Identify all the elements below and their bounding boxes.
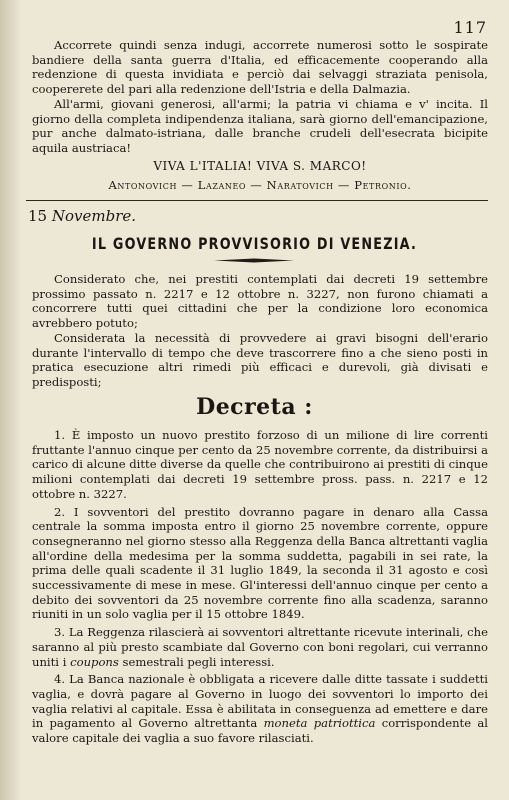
article-2: 2. I sovventori del prestito dovranno pagare in denaro alla Cassa centrale la somma imposta entro il giorno 25 novembre corrente, oppure consegneranno nel giorno stesso alla Reggenza della Banca altrettanti vaglia all'ordine della medesima per la somma suddetta, pagabili in sei rate, la prima delle quali scadente il 31 luglio 1849, la seconda il 31 agosto e così successivamente di mese in mese. Gl'interessi dell'annuo cinque per cento a debito dei sovventori da 25 novembre corrente fino alla scadenza, saranno riuniti in un solo vaglia per il 15 ottobre 1849. (32, 504, 488, 622)
dateline-day: 15 (28, 207, 48, 225)
dateline-month: Novembre. (51, 207, 137, 225)
viva-italia-line: VIVA L'ITALIA! VIVA S. MARCO! (153, 158, 367, 173)
article-3-text-end: semestrali pegli interessi. (118, 654, 275, 669)
decree-heading: IL GOVERNO PROVVISORIO DI VENEZIA. (91, 234, 418, 253)
signatories-line: Antonovich — Lazaneo — Naratovich — Petronio. (108, 178, 412, 193)
article-1: 1. È imposto un nuovo prestito forzoso di un milione di lire correnti fruttante l'annuo cinque per cento da 25 novembre corrente, da distribuirsi a carico di alcune ditte diverse da quelle che contribuirono ai prestiti di cinque milioni contemplati dai decreti 19 settembre pross. pass. n. 2217 e 12 ottobre n. 3227. (32, 428, 488, 501)
page-number: 117 (453, 18, 487, 37)
article-3-italic: coupons (70, 654, 119, 669)
dateline (28, 207, 136, 225)
appeal-paragraph-1: Accorrete quindi senza indugi, accorrete numerosi sotto le sospirate bandiere della santa guerra d'Italia, ed efficacemente cooperando alla redenzione di questa invidiata e perciò dai selvaggi straziata penisola, coopererete del pari alla redenzione dell'Istria e della Dalmazia. (32, 38, 488, 97)
article-4-text-end: corrispondente al valore capitale dei vaglia a suo favore rilasciati. (32, 716, 488, 746)
article-3-text: 3. La Reggenza rilascierà ai sovventori altrettante ricevute interinali, che saranno al più presto scambiate dal Governo con boni regolari, cui verranno uniti i (32, 625, 488, 669)
appeal-section (32, 38, 488, 193)
preamble-section (32, 272, 488, 390)
preamble-paragraph-2: Considerata la necessità di provvedere ai gravi bisogni dell'erario durante l'intervallo di tempo che deve trascorrere fino a che sieno posti in pratica esecuzione altri rimedi più efficaci e durevoli, già divisati e predisposti; (32, 330, 488, 389)
decreta-heading: Decreta : (196, 394, 313, 420)
article-3 (32, 625, 488, 669)
article-4 (32, 672, 488, 746)
article-4-italic: moneta patriottica (263, 716, 376, 731)
section-divider (26, 200, 488, 201)
appeal-paragraph-2: All'armi, giovani generosi, all'armi; la patria vi chiama e v' incita. Il giorno della completa indipendenza italiana, sarà giorno dell'emancipazione, pur anche dalmato-istriana, dalle branche crudeli dell'esecrata bicipite aquila austriaca! (32, 96, 488, 155)
preamble-paragraph-1: Considerato che, nei prestiti contemplati dai decreti 19 settembre prossimo passato n. 2217 e 12 ottobre n. 3227, non furono chiamati a concorrere tutti quei cittadini che per la condizione loro economica avrebbero potuto; (32, 272, 488, 331)
article-4-text: 4. La Banca nazionale è obbligata a ricevere dalle ditte tassate i suddetti vaglia, e dovrà pagare al Governo in luogo dei sovventori lo importo dei vaglia relativi al capitale. Essa è abilitata in conseguenza ad emettere e dare in pagamento al Governo altrettanta (32, 672, 488, 731)
ornament-rule (214, 258, 294, 263)
articles-section (32, 428, 488, 746)
